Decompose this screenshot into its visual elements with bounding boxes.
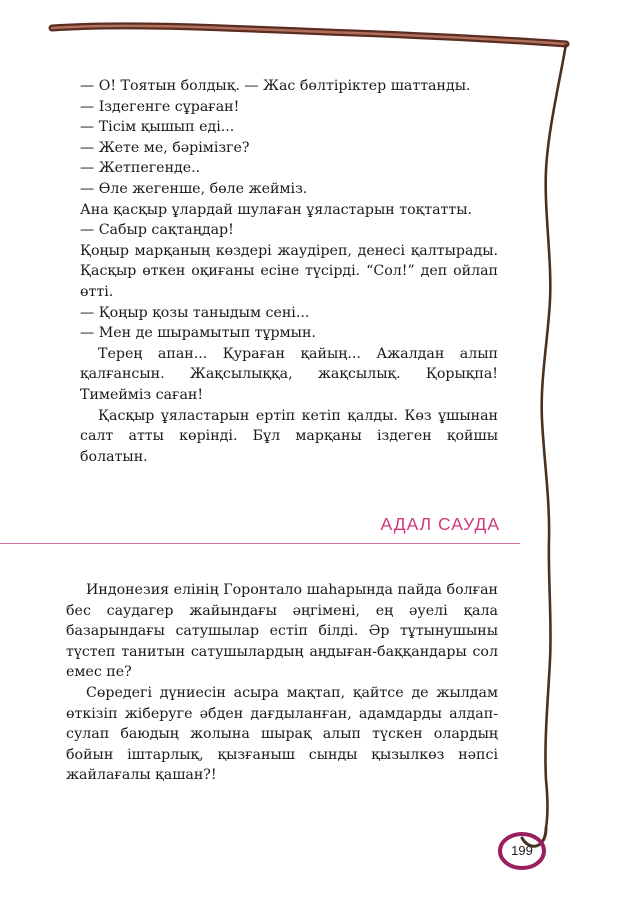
dialogue-line: — Сабыр сақтаңдар!: [80, 222, 234, 239]
dialogue-line: — Қоңыр қозы таныдым сені...: [80, 304, 310, 321]
dialogue-line: — Жетпегенде..: [80, 160, 201, 177]
dialogue-line: — Жете ме, бәрімізге?: [80, 139, 250, 156]
story-paragraph: Терең апан... Қураған қайың... Ажалдан алып қалғансын. Жақсылыққа, жақсылық. Қорықпа! Тимейміз саған!: [80, 345, 498, 403]
section-divider: [0, 543, 520, 544]
dialogue-line: — О! Тоятын болдық. — Жас бөлтіріктер шаттанды.: [80, 78, 471, 94]
story-paragraph: Қоңыр марқаның көздері жаудіреп, денесі қалтырады. Қасқыр өткен оқиғаны есіне түсірді. “Сол!” деп ойлап өтті.: [80, 242, 498, 300]
dialogue-line: — Іздегенге сұраған!: [80, 98, 240, 115]
narration-line: Ана қасқыр ұлардай шулаған ұяластарын тоқтатты.: [80, 201, 473, 218]
story-text: [80, 76, 498, 467]
section-title: АДАЛ САУДА: [380, 514, 500, 534]
article-text: [66, 580, 498, 786]
dialogue-line: — Тісім қышып еді...: [80, 119, 235, 136]
dialogue-line: — Мен де шырамытып тұрмын.: [80, 325, 316, 342]
page-number: 199: [511, 843, 533, 858]
dialogue-line: — Өле жегенше, бөле жейміз.: [80, 180, 308, 197]
article-paragraph: Индонезия елінің Горонтало шаһарында пайда болған бес саудагер жайындағы әңгімені, ең әуелі қала базарындағы сатушылар естіп білді. Әр тұтынушыны түстеп танитын сатушылардың аңдыған-баққандары сол емес пе?: [66, 582, 498, 681]
story-paragraph: Қасқыр ұяластарын ертіп кетіп қалды. Көз ұшынан салт атты көрінді. Бұл марқаны іздеген қойшы болатын.: [80, 407, 498, 465]
article-paragraph: Сөредегі дүниесін асыра мақтап, қайтсе де жылдам өткізіп жіберуге әбден дағдыланған, адамдарды алдап-сулап баюдың жолына шырақ алып түскен олардың бойын іштарлық, қызғаныш сынды қызылкөз нәпсі жайлағалы қашан?!: [66, 684, 498, 784]
